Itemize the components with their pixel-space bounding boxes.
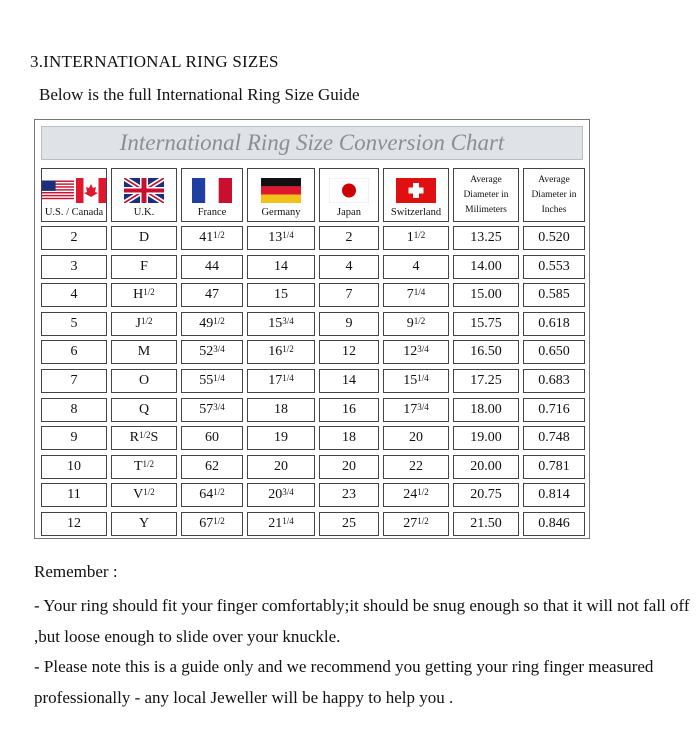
table-cell-ch: 1 $^{1/2}$ [383,226,449,250]
table-cell-ch: 27 $^{1/2}$ [383,512,449,536]
table-cell-ch: 17 $^{3/4}$ [383,398,449,422]
table-cell-jp: 20 [319,455,379,479]
table-cell-ch: 9 $^{1/2}$ [383,312,449,336]
table-cell-uk: F [111,255,177,279]
table-cell-jp: 16 [319,398,379,422]
header-mm-line: Diameter in [463,189,509,200]
table-cell-ch: 24 $^{1/2}$ [383,483,449,507]
table-cell-uk: H $^{1/2}$ [111,283,177,307]
remember-heading: Remember : [34,562,118,581]
table-cell-us: 6 [41,340,107,364]
table-cell-in: 0.781 [523,455,585,479]
table-cell-jp: 25 [319,512,379,536]
chart-banner: International Ring Size Conversion Chart [41,126,583,160]
header-label: U.S. / Canada [44,207,104,218]
table-cell-de: 20 [247,455,315,479]
header-mm-line: Average [470,174,502,185]
switzerland-flag-icon [396,178,436,203]
table-cell-fr: 49 $^{1/2}$ [181,312,243,336]
table-cell-us: 5 [41,312,107,336]
japan-flag-icon [329,178,369,203]
header-label: Japan [337,207,361,218]
table-cell-mm: 15.00 [453,283,519,307]
table-cell-mm: 18.00 [453,398,519,422]
header-jp [319,168,379,222]
table-cell-us: 9 [41,426,107,450]
table-cell-de: 17 $^{1/4}$ [247,369,315,393]
table-cell-de: 16 $^{1/2}$ [247,340,315,364]
note-guide: - Please note this is a guide only and we recommend you getting your ring finger measured professionally - any local Jeweller will be happy to help you . [34,657,654,707]
table-cell-uk: Q [111,398,177,422]
us-canada-flags-icon [42,178,106,203]
header-uk [111,168,177,222]
header-in [523,168,585,222]
table-cell-de: 13 $^{1/4}$ [247,226,315,250]
table-cell-uk: V $^{1/2}$ [111,483,177,507]
table-cell-us: 11 [41,483,107,507]
header-mm [453,168,519,222]
table-cell-us: 2 [41,226,107,250]
table-cell-in: 0.553 [523,255,585,279]
table-cell-jp: 9 [319,312,379,336]
header-label: Germany [261,207,301,218]
table-cell-mm: 13.25 [453,226,519,250]
table-cell-de: 21 $^{1/4}$ [247,512,315,536]
table-cell-fr: 60 [181,426,243,450]
table-cell-us: 7 [41,369,107,393]
table-cell-de: 18 [247,398,315,422]
table-cell-ch: 4 [383,255,449,279]
table-cell-in: 0.520 [523,226,585,250]
table-cell-fr: 41 $^{1/2}$ [181,226,243,250]
table-cell-mm: 20.00 [453,455,519,479]
germany-flag-icon [261,178,301,203]
table-cell-jp: 12 [319,340,379,364]
table-cell-us: 12 [41,512,107,536]
table-cell-fr: 62 [181,455,243,479]
france-flag-icon [192,178,232,203]
table-cell-uk: R $^{1/2}$ S [111,426,177,450]
table-cell-mm: 21.50 [453,512,519,536]
header-in-line: Inches [541,204,567,215]
table-cell-us: 8 [41,398,107,422]
table-cell-in: 0.650 [523,340,585,364]
table-cell-fr: 52 $^{3/4}$ [181,340,243,364]
header-in-line: Diameter in [531,189,577,200]
header-fr [181,168,243,222]
header-de [247,168,315,222]
table-cell-jp: 2 [319,226,379,250]
header-label: France [197,207,227,218]
table-cell-mm: 17.25 [453,369,519,393]
table-cell-jp: 4 [319,255,379,279]
header-us [41,168,107,222]
table-cell-uk: Y [111,512,177,536]
table-cell-in: 0.683 [523,369,585,393]
table-cell-mm: 20.75 [453,483,519,507]
intro-text: Below is the full International Ring Size Guide [39,85,360,104]
table-cell-uk: D [111,226,177,250]
table-cell-jp: 23 [319,483,379,507]
table-cell-ch: 12 $^{3/4}$ [383,340,449,364]
table-cell-us: 3 [41,255,107,279]
table-cell-in: 0.846 [523,512,585,536]
table-cell-ch: 20 [383,426,449,450]
header-mm-line: Milimeters [465,204,507,215]
table-cell-de: 15 $^{3/4}$ [247,312,315,336]
table-cell-mm: 15.75 [453,312,519,336]
ring-size-chart [34,119,590,539]
table-cell-in: 0.618 [523,312,585,336]
table-cell-ch: 7 $^{1/4}$ [383,283,449,307]
table-cell-ch: 15 $^{1/4}$ [383,369,449,393]
table-cell-uk: O [111,369,177,393]
table-cell-de: 19 [247,426,315,450]
table-cell-jp: 14 [319,369,379,393]
table-cell-us: 4 [41,283,107,307]
table-cell-fr: 64 $^{1/2}$ [181,483,243,507]
table-cell-uk: T $^{1/2}$ [111,455,177,479]
table-cell-fr: 57 $^{3/4}$ [181,398,243,422]
table-cell-us: 10 [41,455,107,479]
table-cell-de: 20 $^{3/4}$ [247,483,315,507]
table-cell-fr: 67 $^{1/2}$ [181,512,243,536]
table-cell-in: 0.716 [523,398,585,422]
table-cell-uk: M [111,340,177,364]
table-cell-in: 0.585 [523,283,585,307]
table-cell-fr: 44 [181,255,243,279]
table-cell-in: 0.814 [523,483,585,507]
table-cell-jp: 7 [319,283,379,307]
table-cell-mm: 19.00 [453,426,519,450]
header-ch [383,168,449,222]
table-cell-ch: 22 [383,455,449,479]
table-cell-de: 14 [247,255,315,279]
table-cell-fr: 55 $^{1/4}$ [181,369,243,393]
header-in-line: Average [538,174,570,185]
section-title: 3.INTERNATIONAL RING SIZES [30,52,279,71]
table-cell-fr: 47 [181,283,243,307]
table-cell-de: 15 [247,283,315,307]
table-cell-mm: 14.00 [453,255,519,279]
table-cell-in: 0.748 [523,426,585,450]
table-cell-jp: 18 [319,426,379,450]
header-label: Switzerland [390,207,442,218]
note-fit: - Your ring should fit your finger comfortably;it should be snug enough so that it will not fall off ,but loose enough to slide over your knuckle. [34,596,690,646]
table-cell-mm: 16.50 [453,340,519,364]
uk-flag-icon [124,178,164,203]
table-cell-uk: J $^{1/2}$ [111,312,177,336]
header-label: U.K. [133,207,155,218]
